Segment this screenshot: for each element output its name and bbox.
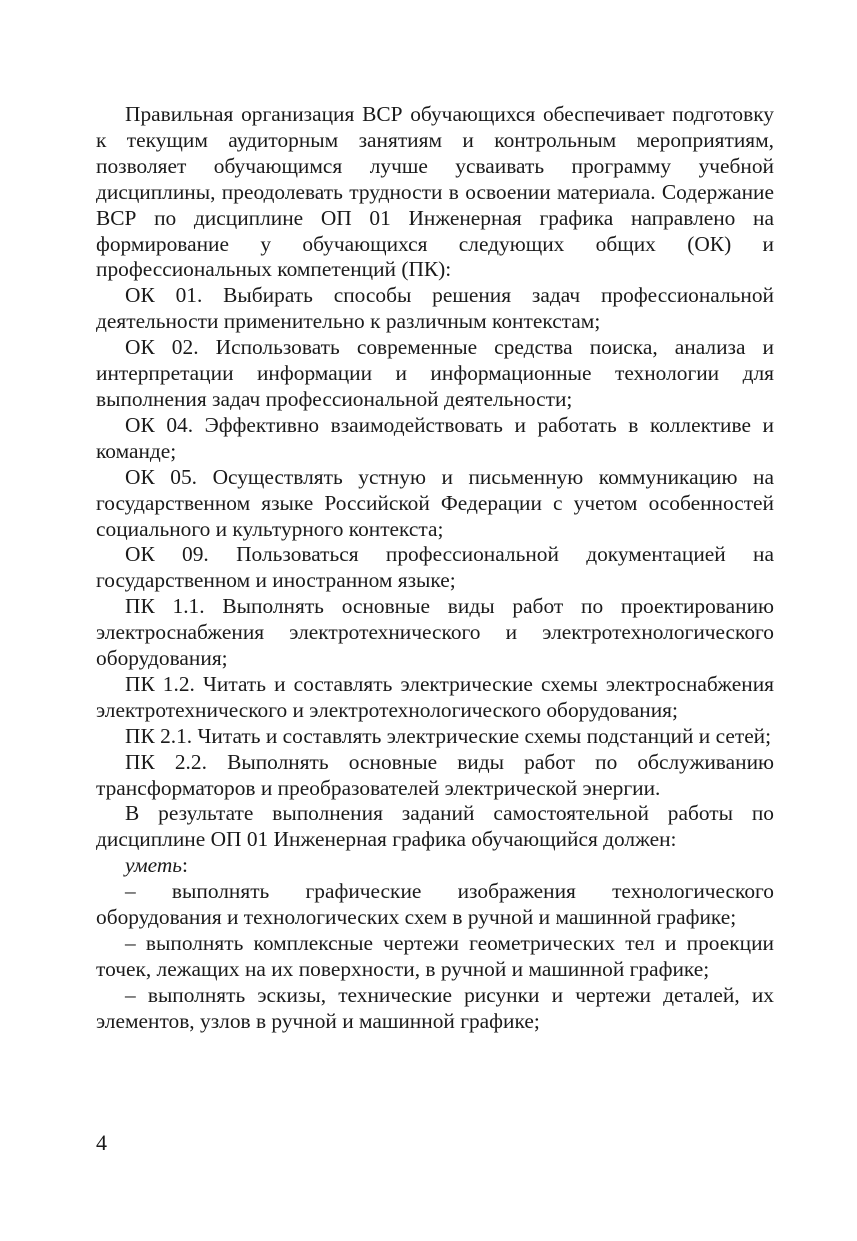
intro-paragraph: Правильная организация ВСР обучающихся обеспечивает подготовку к текущим аудиторным занятиям и контрольным мероприятиям, позволяет обучающимся лучше усваивать программу учебной дисциплины, преодолевать трудности в освоении материала. Содержание ВСР по дисциплине ОП 01 Инженерная графика направлено на формирование у обучающихся следующих общих (ОК) и профессиональных компетенций (ПК): <box>96 102 774 282</box>
skill-item: – выполнять эскизы, технические рисунки и чертежи деталей, их элементов, узлов в ручной и машинной графике; <box>96 982 774 1033</box>
competency-ok-01: ОК 01. Выбирать способы решения задач профессиональной деятельности применительно к различным контекстам; <box>96 283 774 334</box>
page-number: 4 <box>96 1130 107 1155</box>
competency-pk-1-1: ПК 1.1. Выполнять основные виды работ по проектированию электроснабжения электротехнического и электротехнологического оборудования; <box>96 594 774 671</box>
skills-heading <box>96 853 774 879</box>
competency-ok-09: ОК 09. Пользоваться профессиональной документацией на государственном и иностранном языке; <box>96 542 774 593</box>
results-paragraph: В результате выполнения заданий самостоятельной работы по дисциплине ОП 01 Инженерная графика обучающийся должен: <box>96 801 774 852</box>
competency-ok-04: ОК 04. Эффективно взаимодействовать и работать в коллективе и команде; <box>96 412 774 463</box>
competency-pk-2-1: ПК 2.1. Читать и составлять электрические схемы подстанций и сетей; <box>125 723 772 748</box>
competency-ok-02: ОК 02. Использовать современные средства поиска, анализа и интерпретации информации и информационные технологии для выполнения задач профессиональной деятельности; <box>96 335 774 411</box>
page-body <box>96 102 774 1035</box>
skill-item: – выполнять комплексные чертежи геометрических тел и проекции точек, лежащих на их поверхности, в ручной и машинной графике; <box>96 931 774 981</box>
competency-pk-2-2: ПК 2.2. Выполнять основные виды работ по обслуживанию трансформаторов и преобразователей электрической энергии. <box>96 749 774 800</box>
competency-pk-1-2: ПК 1.2. Читать и составлять электрические схемы электроснабжения электротехнического и электротехнологического оборудования; <box>96 671 774 722</box>
skills-label-suffix: : <box>182 853 188 878</box>
skills-label: уметь <box>125 853 183 878</box>
competency-ok-05: ОК 05. Осуществлять устную и письменную коммуникацию на государственном языке Российской Федерации с учетом особенностей социального и культурного контекста; <box>96 464 774 541</box>
skill-item: – выполнять графические изображения технологического оборудования и технологических схем в ручной и машинной графике; <box>96 879 774 930</box>
